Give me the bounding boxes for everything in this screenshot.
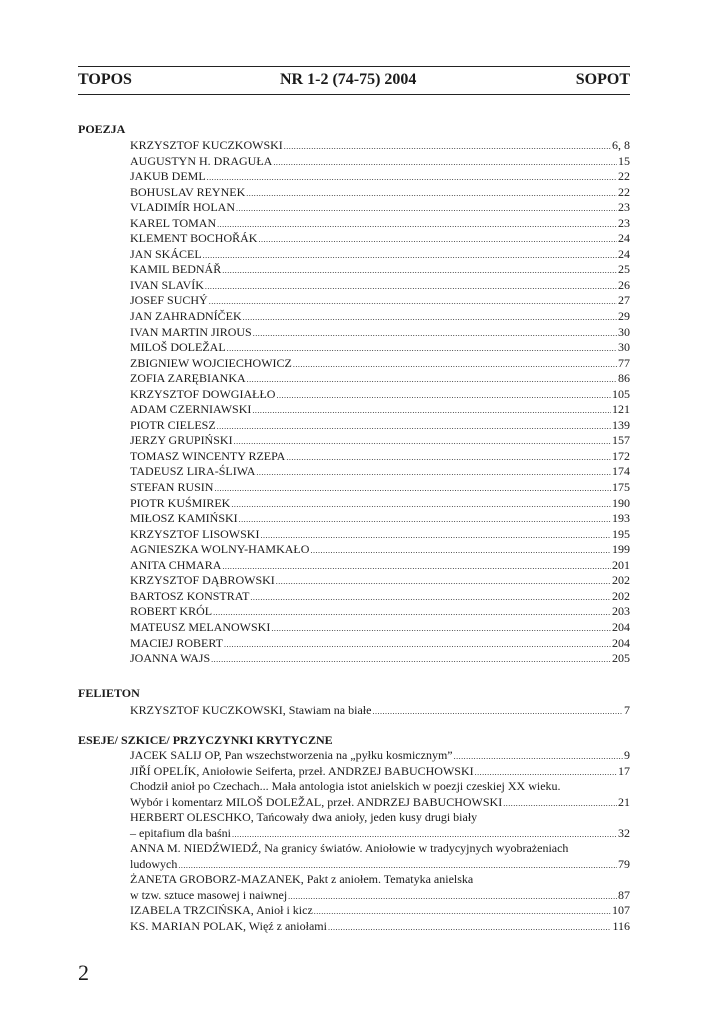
toc-entry-title: MATEUSZ MELANOWSKI (130, 619, 271, 634)
toc-entry-title: JOANNA WAJS (130, 651, 211, 666)
toc-leader-dots (232, 827, 617, 843)
toc-entry (130, 138, 630, 154)
toc-entry-page: 139 (612, 417, 630, 432)
toc-entry (130, 480, 630, 496)
issue-number: NR 1-2 (74-75) 2004 (280, 71, 417, 88)
toc-entry-page: 107 (612, 903, 630, 918)
toc-entry-title: ludowych (130, 856, 178, 871)
toc-entry (130, 231, 630, 247)
toc-leader-dots (276, 388, 611, 404)
toc-entry-page: 193 (612, 511, 630, 526)
toc-entry-title: TOMASZ WINCENTY RZEPA (130, 448, 286, 463)
toc-entry-page: 116 (612, 919, 630, 934)
toc-leader-dots (475, 765, 617, 781)
toc-entry-page: 157 (612, 433, 630, 448)
toc-leader-dots (236, 201, 617, 217)
toc-entry-title: KRZYSZTOF KUCZKOWSKI, Stawiam na białe (130, 703, 372, 717)
toc-entry-page: 190 (612, 495, 630, 510)
toc-entry-title: ŻANETA GROBORZ-MAZANEK, Pakt z aniołem. Tematyka anielska (130, 872, 474, 887)
toc-entry-title: ADAM CZERNIAWSKI (130, 402, 252, 417)
toc-entry (130, 371, 630, 387)
toc-leader-dots (310, 543, 611, 559)
toc-entry (130, 651, 630, 667)
toc-entry (130, 278, 630, 294)
toc-leader-dots (234, 434, 611, 450)
toc-entry-page: 32 (618, 825, 630, 840)
toc-entry (130, 387, 630, 403)
toc-entry-title: BARTOSZ KONSTRAT (130, 588, 250, 603)
toc-entry-title: JIŘÍ OPELÍK, Aniołowie Seiferta, przeł. ANDRZEJ BABUCHOWSKI (130, 763, 474, 778)
toc-entry-title: ANNA M. NIEDŹWIEDŹ, Na granicy światów. Aniołowie w tradycyjnych wyobrażeniach (130, 841, 569, 856)
toc-leader-dots (217, 217, 617, 233)
toc-entry (130, 325, 630, 341)
toc-entry (130, 903, 630, 919)
toc-entry-page: 25 (618, 262, 630, 277)
toc-entry (130, 888, 630, 904)
toc-entry (130, 262, 630, 278)
toc-entry (130, 573, 630, 589)
toc-entry-title: IVAN SLAVÍK (130, 277, 204, 292)
toc-entry-page: 201 (612, 557, 630, 572)
toc-leader-dots (250, 590, 611, 606)
toc-leader-dots (314, 904, 611, 920)
toc-entry-page: 26 (618, 277, 630, 292)
toc-entry-page: 6, 8 (612, 138, 630, 152)
toc-entry-page: 30 (618, 324, 630, 339)
toc-entry-title: KRZYSZTOF KUCZKOWSKI (130, 138, 283, 152)
toc-entry-title: KLEMENT BOCHOŘÁK (130, 231, 258, 246)
toc-entry-page: 175 (612, 480, 630, 495)
toc-entry (130, 589, 630, 605)
toc-entry-page: 21 (618, 794, 630, 809)
toc-entry-title: – epitafium dla baśni (130, 825, 231, 840)
toc-entry (130, 620, 630, 636)
toc-entry-title: KAMIL BEDNÁŘ (130, 262, 222, 277)
toc-entry-text (130, 841, 630, 857)
toc-entry-page: 121 (612, 402, 630, 417)
toc-entry-page: 24 (618, 246, 630, 261)
toc-leader-dots (211, 652, 611, 668)
toc-entry-title: ANITA CHMARA (130, 557, 222, 572)
toc-entry (130, 748, 630, 764)
toc-leader-dots (258, 232, 617, 248)
toc-entry-page: 27 (618, 293, 630, 308)
toc-entry (130, 449, 630, 465)
toc-entry-title: KRZYSZTOF DOWGIAŁŁO (130, 386, 276, 401)
toc-leader-dots (222, 263, 617, 279)
toc-entry-title: Wybór i komentarz MILOŠ DOLEŽAL, przeł. ANDRZEJ BABUCHOWSKI (130, 794, 503, 809)
header-rule-bottom (78, 94, 630, 95)
toc-entry (130, 826, 630, 842)
toc-entry-title: AUGUSTYN H. DRAGUŁA (130, 153, 273, 168)
toc-entry (130, 464, 630, 480)
toc-leader-dots (328, 920, 611, 936)
toc-entry-page: 23 (618, 200, 630, 215)
toc-entry (130, 764, 630, 780)
toc-entry-title: Chodził anioł po Czechach... Mała antologia istot anielskich w poezji czeskiej XX wieku. (130, 779, 561, 794)
toc-leader-dots (260, 528, 611, 544)
toc-entry (130, 795, 630, 811)
toc-entry-title: HERBERT OLESCHKO, Tańcowały dwa anioły, jeden kusy drugi biały (130, 810, 478, 825)
toc-entry-title: KRZYSZTOF LISOWSKI (130, 526, 260, 541)
toc-entry (130, 247, 630, 263)
toc-leader-dots (231, 497, 611, 513)
toc-entry (130, 340, 630, 356)
header-rule-top (78, 66, 630, 67)
journal-city: SOPOT (575, 71, 630, 88)
toc-entry-page: 17 (618, 763, 630, 778)
toc-entry-page: 105 (612, 386, 630, 401)
toc-leader-dots (205, 279, 617, 295)
toc-entry-page: 204 (612, 619, 630, 634)
toc-entry-title: JAKUB DEML (130, 169, 206, 184)
toc-entry (130, 496, 630, 512)
toc-entry-title: ZOFIA ZARĘBIANKA (130, 371, 246, 386)
toc-entry-title: PIOTR CIELESZ (130, 417, 216, 432)
toc-entry (130, 636, 630, 652)
toc-entry-title: KRZYSZTOF DĄBROWSKI (130, 573, 275, 588)
toc-entry-title: ROBERT KRÓL (130, 604, 213, 619)
toc-entry (130, 433, 630, 449)
toc-leader-dots (227, 341, 617, 357)
toc-entry-title: JERZY GRUPIŃSKI (130, 433, 233, 448)
toc-entry-text (130, 872, 630, 888)
toc-list-poezja (130, 138, 630, 667)
toc-leader-dots (243, 310, 617, 326)
toc-entry-page: 199 (612, 542, 630, 557)
toc-entry-page: 9 (624, 748, 630, 762)
toc-entry (130, 527, 630, 543)
toc-entry-page: 29 (618, 309, 630, 324)
toc-entry-title: w tzw. sztuce masowej i naiwnej (130, 887, 288, 902)
toc-entry-page: 202 (612, 588, 630, 603)
toc-entry-page: 195 (612, 526, 630, 541)
toc-entry-page: 205 (612, 651, 630, 666)
toc-entry-page: 77 (618, 355, 630, 370)
toc-leader-dots (213, 605, 611, 621)
toc-entry-title: IZABELA TRZCIŃSKA, Anioł i kicz (130, 903, 313, 918)
toc-entry-title: KS. MARIAN POLAK, Więź z aniołami (130, 919, 327, 934)
toc-entry-title: IVAN MARTIN JIROUS (130, 324, 252, 339)
toc-leader-dots (247, 372, 617, 388)
toc-entry (130, 169, 630, 185)
toc-leader-dots (256, 465, 611, 481)
toc-list-eseje (130, 748, 630, 935)
toc-leader-dots (273, 155, 617, 171)
section-title-felieton: FELIETON (78, 686, 140, 700)
toc-entry-page: 86 (618, 371, 630, 386)
toc-entry (130, 542, 630, 558)
toc-entry-page: 174 (612, 464, 630, 479)
toc-entry-page: 79 (618, 856, 630, 871)
section-title-poezja: POEZJA (78, 122, 126, 136)
toc-entry (130, 418, 630, 434)
toc-leader-dots (284, 139, 611, 155)
toc-leader-dots (372, 704, 623, 720)
toc-entry (130, 604, 630, 620)
toc-entry (130, 558, 630, 574)
toc-leader-dots (503, 796, 617, 812)
toc-entry-page: 7 (624, 703, 630, 717)
toc-entry-title: JAN ZAHRADNÍČEK (130, 309, 242, 324)
toc-entry-page: 172 (612, 448, 630, 463)
toc-entry-title: JACEK SALIJ OP, Pan wszechstworzenia na „pyłku kosmicznym” (130, 748, 453, 762)
toc-entry (130, 154, 630, 170)
toc-entry-page: 22 (618, 169, 630, 184)
toc-entry-title: ZBIGNIEW WOJCIECHOWICZ (130, 355, 292, 370)
toc-entry-title: STEFAN RUSIN (130, 480, 214, 495)
toc-leader-dots (239, 512, 611, 528)
toc-leader-dots (178, 858, 617, 874)
toc-entry (130, 703, 630, 719)
toc-entry-page: 87 (618, 887, 630, 902)
toc-entry-title: VLADIMÍR HOLAN (130, 200, 235, 215)
toc-entry-title: KAREL TOMAN (130, 215, 217, 230)
toc-leader-dots (209, 294, 617, 310)
toc-entry (130, 185, 630, 201)
toc-entry (130, 216, 630, 232)
toc-entry (130, 511, 630, 527)
toc-entry (130, 919, 630, 935)
section-title-eseje: ESEJE/ SZKICE/ PRZYCZYNKI KRYTYCZNE (78, 733, 333, 747)
toc-leader-dots (293, 357, 617, 373)
toc-entry-page: 22 (618, 184, 630, 199)
toc-entry-page: 24 (618, 231, 630, 246)
toc-entry-title: MILOŠ DOLEŽAL (130, 340, 226, 355)
toc-entry-page: 30 (618, 340, 630, 355)
toc-leader-dots (286, 450, 611, 466)
toc-leader-dots (454, 749, 623, 765)
toc-entry-title: BOHUSLAV REYNEK (130, 184, 246, 199)
toc-entry-title: TADEUSZ LIRA-ŚLIWA (130, 464, 256, 479)
toc-leader-dots (214, 481, 611, 497)
toc-leader-dots (271, 621, 611, 637)
toc-entry-page: 204 (612, 635, 630, 650)
toc-leader-dots (224, 637, 611, 653)
toc-entry-title: AGNIESZKA WOLNY-HAMKAŁO (130, 542, 310, 557)
toc-entry-page: 202 (612, 573, 630, 588)
toc-entry (130, 309, 630, 325)
toc-leader-dots (203, 248, 617, 264)
toc-entry (130, 293, 630, 309)
page-number: 2 (78, 960, 89, 985)
toc-entry (130, 402, 630, 418)
toc-entry (130, 356, 630, 372)
toc-entry-title: MIŁOSZ KAMIŃSKI (130, 511, 238, 526)
toc-entry-text (130, 779, 630, 795)
toc-leader-dots (288, 889, 617, 905)
toc-leader-dots (253, 326, 617, 342)
toc-entry-page: 203 (612, 604, 630, 619)
toc-entry-page: 23 (618, 215, 630, 230)
toc-leader-dots (217, 419, 611, 435)
toc-leader-dots (222, 559, 611, 575)
toc-entry-title: JAN SKÁCEL (130, 246, 202, 261)
toc-leader-dots (246, 186, 617, 202)
toc-leader-dots (207, 170, 617, 186)
toc-entry-text (130, 810, 630, 826)
toc-entry-page: 15 (618, 153, 630, 168)
toc-entry-title: PIOTR KUŚMIREK (130, 495, 231, 510)
toc-leader-dots (252, 403, 611, 419)
journal-title: TOPOS (78, 71, 132, 88)
toc-entry-title: JOSEF SUCHÝ (130, 293, 208, 308)
toc-entry (130, 200, 630, 216)
toc-entry-title: MACIEJ ROBERT (130, 635, 223, 650)
toc-leader-dots (276, 574, 611, 590)
toc-entry (130, 857, 630, 873)
toc-list-felieton (130, 703, 630, 719)
